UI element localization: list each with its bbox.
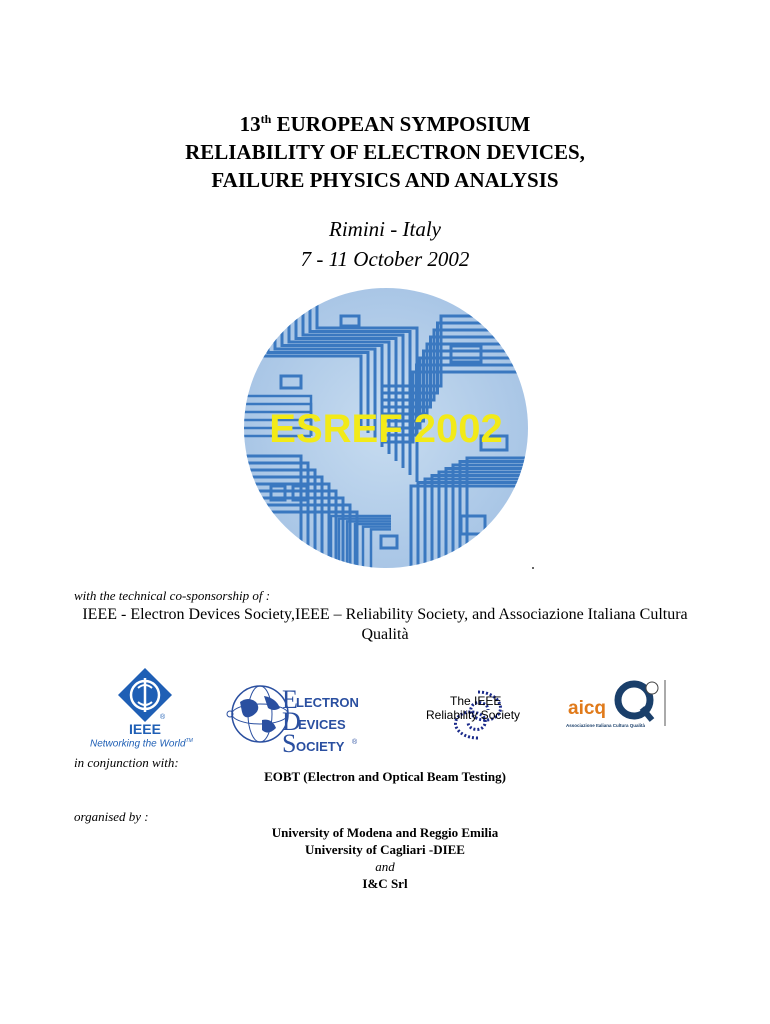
rs-line-1: The IEEE xyxy=(450,694,502,708)
rs-line-2: Reliability Society xyxy=(426,708,521,722)
symposium-title xyxy=(0,110,770,194)
ieee-tagline xyxy=(90,738,193,749)
eds-logo xyxy=(222,680,382,758)
title-line-1 xyxy=(0,110,770,138)
venue-dates: 7 - 11 October 2002 xyxy=(300,247,470,271)
eds-letters: E LECTRON D EVICES S OCIETY ® xyxy=(282,685,359,758)
ieee-tagline-text: Networking the World xyxy=(90,738,186,750)
conjunction-event: EOBT (Electron and Optical Beam Testing) xyxy=(264,769,506,784)
ieee-wordmark: IEEE xyxy=(129,721,161,737)
title-edition-suffix: th xyxy=(260,112,272,126)
organisers-and: and xyxy=(375,859,395,874)
eds-line-2: EVICES xyxy=(298,717,346,732)
aicq-logo xyxy=(566,674,670,734)
organiser-3: I&C Srl xyxy=(362,876,408,891)
title-line-1-text: EUROPEAN SYMPOSIUM xyxy=(271,112,531,136)
title-line-2: RELIABILITY OF ELECTRON DEVICES, xyxy=(185,140,585,164)
esref-emblem xyxy=(241,286,531,570)
ieee-registered-mark: ® xyxy=(160,714,166,721)
speck xyxy=(532,567,534,569)
cosponsorship-text: IEEE - Electron Devices Society,IEEE – Reliability Society, and Associazione Italiana Cultura Qualità xyxy=(82,606,688,643)
cosponsorship-label: with the technical co-sponsorship of : xyxy=(74,588,271,603)
organisers-list xyxy=(0,824,770,892)
aicq-q-icon xyxy=(612,676,666,726)
conjunction-label: in conjunction with: xyxy=(74,755,179,770)
title-line-3: FAILURE PHYSICS AND ANALYSIS xyxy=(211,168,559,192)
eds-line-3: OCIETY xyxy=(296,739,345,754)
organiser-1: University of Modena and Reggio Emilia xyxy=(271,825,499,840)
eds-registered-mark: ® xyxy=(352,739,358,746)
organisers-label: organised by : xyxy=(74,809,149,824)
aicq-wordmark: aicq xyxy=(568,698,607,719)
title-edition-number: 13 xyxy=(239,112,261,136)
venue-info xyxy=(0,214,770,274)
eds-line-1: LECTRON xyxy=(296,695,359,710)
aicq-tagline: Associazione Italiana Cultura Qualità xyxy=(566,723,646,728)
reliability-society-logo xyxy=(420,684,540,740)
ieee-trademark: TM xyxy=(185,738,193,744)
emblem-label: ESREF 2002 xyxy=(269,407,503,451)
venue-location: Rimini - Italy xyxy=(329,217,441,241)
ieee-logo xyxy=(88,660,208,752)
organiser-2: University of Cagliari -DIEE xyxy=(305,842,465,857)
